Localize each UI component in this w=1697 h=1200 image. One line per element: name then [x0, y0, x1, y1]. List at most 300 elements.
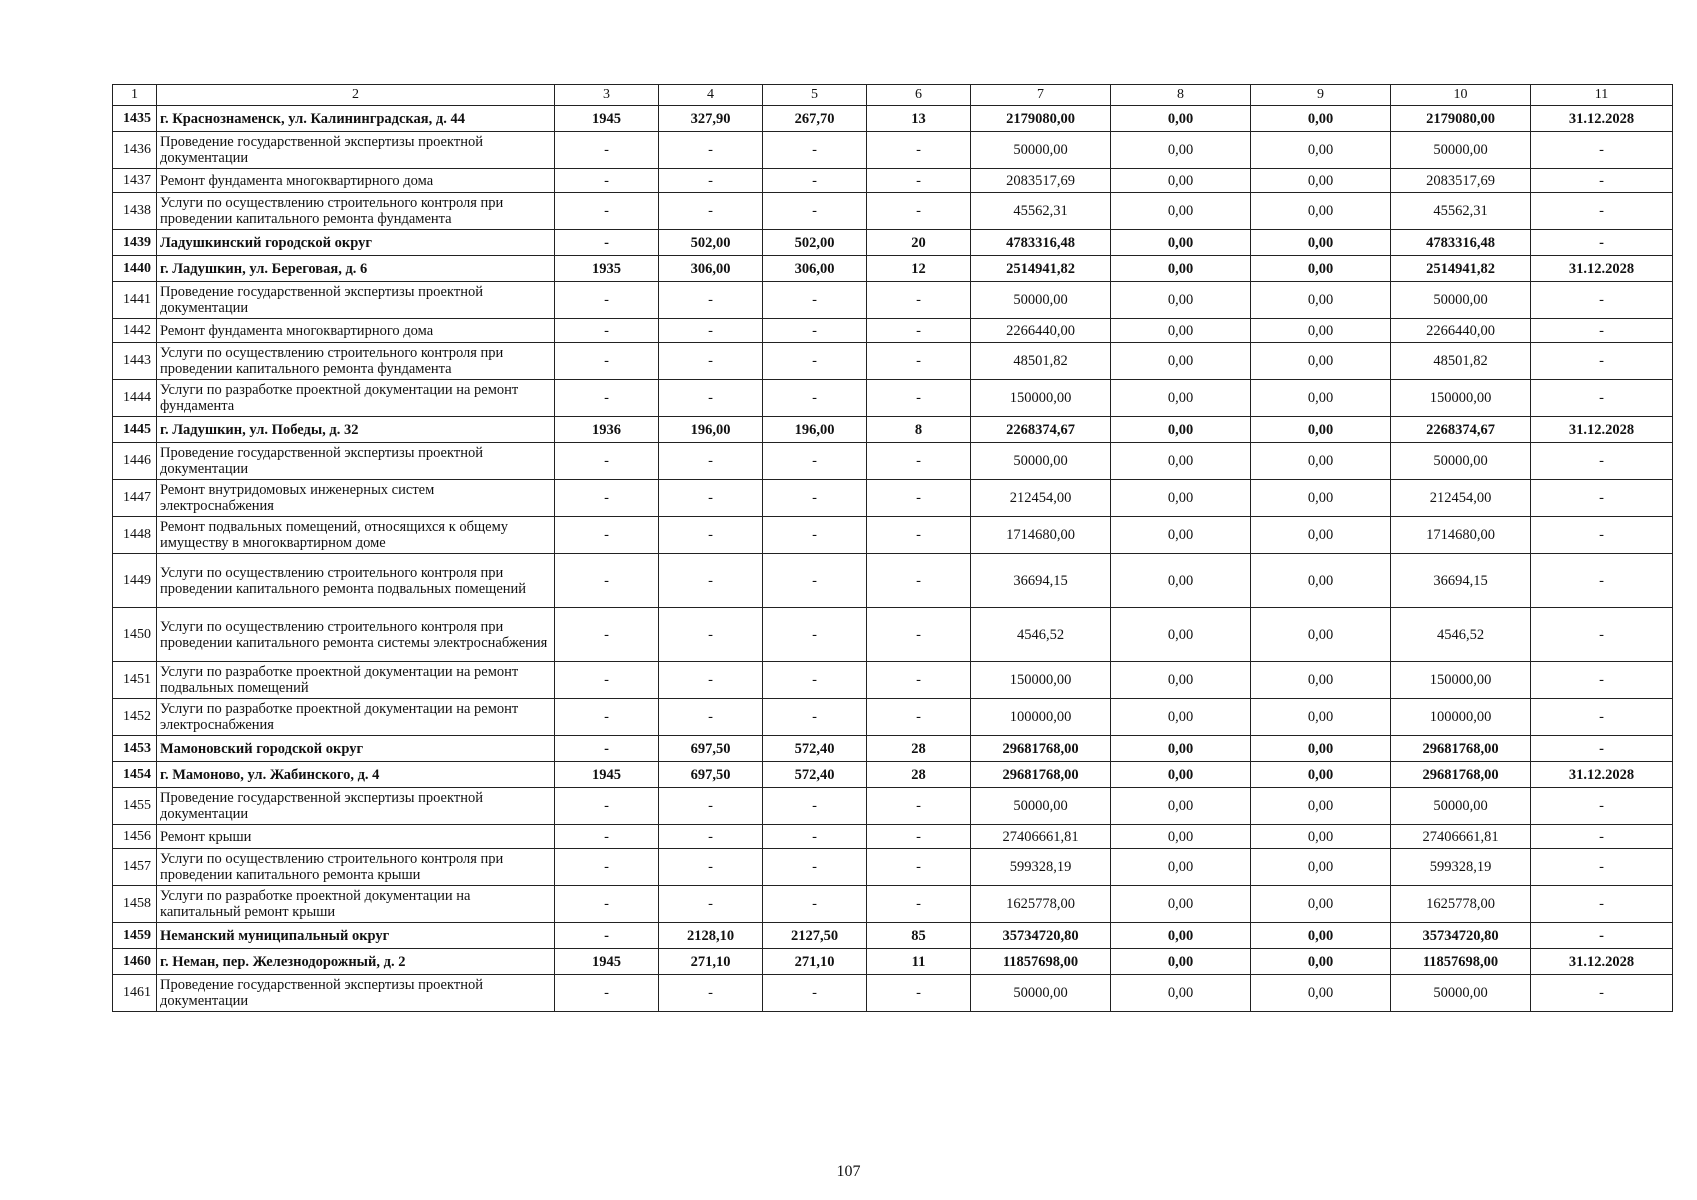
total-area-cell: - — [659, 132, 763, 169]
row-number-cell: 1440 — [113, 256, 157, 282]
living-area-cell: - — [763, 380, 867, 417]
residents-cell: - — [867, 886, 971, 923]
total-cost-cell: 48501,82 — [971, 343, 1111, 380]
year-cell: - — [555, 319, 659, 343]
total-cost-cell: 50000,00 — [971, 788, 1111, 825]
owner-funds-cell: 2083517,69 — [1391, 169, 1531, 193]
deadline-cell: - — [1531, 319, 1673, 343]
deadline-cell: 31.12.2028 — [1531, 949, 1673, 975]
owner-funds-cell: 1714680,00 — [1391, 517, 1531, 554]
regional-funds-cell: 0,00 — [1111, 417, 1251, 443]
year-cell: - — [555, 480, 659, 517]
total-cost-cell: 2179080,00 — [971, 106, 1111, 132]
row-number-cell: 1449 — [113, 554, 157, 608]
living-area-cell: 572,40 — [763, 762, 867, 788]
residents-cell: - — [867, 788, 971, 825]
total-area-cell: - — [659, 662, 763, 699]
residents-cell: - — [867, 282, 971, 319]
page-number: 107 — [836, 1163, 861, 1180]
row-number-cell: 1446 — [113, 443, 157, 480]
row-number-cell: 1442 — [113, 319, 157, 343]
residents-cell: - — [867, 319, 971, 343]
local-funds-cell: 0,00 — [1251, 480, 1391, 517]
total-cost-cell: 2514941,82 — [971, 256, 1111, 282]
total-area-cell: - — [659, 554, 763, 608]
deadline-cell: - — [1531, 480, 1673, 517]
row-number-cell: 1457 — [113, 849, 157, 886]
local-funds-cell: 0,00 — [1251, 230, 1391, 256]
living-area-cell: 502,00 — [763, 230, 867, 256]
local-funds-cell: 0,00 — [1251, 662, 1391, 699]
year-cell: - — [555, 169, 659, 193]
total-area-cell: 196,00 — [659, 417, 763, 443]
regional-funds-cell: 0,00 — [1111, 608, 1251, 662]
owner-funds-cell: 150000,00 — [1391, 662, 1531, 699]
deadline-cell: 31.12.2028 — [1531, 417, 1673, 443]
year-cell: - — [555, 343, 659, 380]
residents-cell: - — [867, 825, 971, 849]
regional-funds-cell: 0,00 — [1111, 319, 1251, 343]
total-area-cell: - — [659, 480, 763, 517]
local-funds-cell: 0,00 — [1251, 193, 1391, 230]
year-cell: - — [555, 923, 659, 949]
living-area-cell: - — [763, 608, 867, 662]
row-number-cell: 1448 — [113, 517, 157, 554]
regional-funds-cell: 0,00 — [1111, 662, 1251, 699]
row-number-cell: 1455 — [113, 788, 157, 825]
deadline-cell: - — [1531, 608, 1673, 662]
deadline-cell: - — [1531, 662, 1673, 699]
object-name-cell: Проведение государственной экспертизы проектной документации — [157, 443, 555, 480]
table-row — [113, 169, 1673, 193]
year-cell: - — [555, 699, 659, 736]
total-cost-cell: 150000,00 — [971, 380, 1111, 417]
residents-cell: - — [867, 554, 971, 608]
owner-funds-cell: 599328,19 — [1391, 849, 1531, 886]
total-cost-cell: 4783316,48 — [971, 230, 1111, 256]
total-cost-cell: 50000,00 — [971, 975, 1111, 1012]
table-row — [113, 256, 1673, 282]
row-number-cell: 1443 — [113, 343, 157, 380]
total-cost-cell: 100000,00 — [971, 699, 1111, 736]
local-funds-cell: 0,00 — [1251, 736, 1391, 762]
regional-funds-cell: 0,00 — [1111, 106, 1251, 132]
table-row — [113, 480, 1673, 517]
deadline-cell: - — [1531, 849, 1673, 886]
regional-funds-cell: 0,00 — [1111, 256, 1251, 282]
total-cost-cell: 50000,00 — [971, 132, 1111, 169]
column-header: 5 — [763, 85, 867, 106]
total-area-cell: - — [659, 975, 763, 1012]
residents-cell: - — [867, 608, 971, 662]
owner-funds-cell: 27406661,81 — [1391, 825, 1531, 849]
deadline-cell: - — [1531, 169, 1673, 193]
object-name-cell: Услуги по осуществлению строительного контроля при проведении капитального ремонта фундамента — [157, 343, 555, 380]
living-area-cell: 2127,50 — [763, 923, 867, 949]
year-cell: - — [555, 554, 659, 608]
object-name-cell: Ремонт фундамента многоквартирного дома — [157, 169, 555, 193]
year-cell: - — [555, 282, 659, 319]
row-number-cell: 1435 — [113, 106, 157, 132]
year-cell: - — [555, 230, 659, 256]
total-cost-cell: 27406661,81 — [971, 825, 1111, 849]
object-name-cell: Проведение государственной экспертизы проектной документации — [157, 132, 555, 169]
object-name-cell: г. Неман, пер. Железнодорожный, д. 2 — [157, 949, 555, 975]
row-number-cell: 1456 — [113, 825, 157, 849]
table-body — [113, 106, 1673, 1012]
owner-funds-cell: 50000,00 — [1391, 975, 1531, 1012]
deadline-cell: - — [1531, 282, 1673, 319]
total-cost-cell: 2268374,67 — [971, 417, 1111, 443]
object-name-cell: Ремонт внутридомовых инженерных систем электроснабжения — [157, 480, 555, 517]
regional-funds-cell: 0,00 — [1111, 132, 1251, 169]
living-area-cell: 267,70 — [763, 106, 867, 132]
local-funds-cell: 0,00 — [1251, 169, 1391, 193]
object-name-cell: Проведение государственной экспертизы проектной документации — [157, 282, 555, 319]
total-cost-cell: 50000,00 — [971, 282, 1111, 319]
total-area-cell: - — [659, 517, 763, 554]
total-cost-cell: 2083517,69 — [971, 169, 1111, 193]
column-header: 11 — [1531, 85, 1673, 106]
object-name-cell: Услуги по осуществлению строительного контроля при проведении капитального ремонта фундамента — [157, 193, 555, 230]
living-area-cell: - — [763, 849, 867, 886]
local-funds-cell: 0,00 — [1251, 886, 1391, 923]
owner-funds-cell: 35734720,80 — [1391, 923, 1531, 949]
year-cell: - — [555, 975, 659, 1012]
local-funds-cell: 0,00 — [1251, 699, 1391, 736]
living-area-cell: - — [763, 886, 867, 923]
local-funds-cell: 0,00 — [1251, 132, 1391, 169]
living-area-cell: - — [763, 662, 867, 699]
object-name-cell: Мамоновский городской округ — [157, 736, 555, 762]
total-area-cell: - — [659, 443, 763, 480]
total-area-cell: - — [659, 886, 763, 923]
column-header: 1 — [113, 85, 157, 106]
residents-cell: - — [867, 380, 971, 417]
object-name-cell: Проведение государственной экспертизы проектной документации — [157, 975, 555, 1012]
owner-funds-cell: 45562,31 — [1391, 193, 1531, 230]
row-number-cell: 1460 — [113, 949, 157, 975]
living-area-cell: - — [763, 554, 867, 608]
year-cell: - — [555, 825, 659, 849]
row-number-cell: 1436 — [113, 132, 157, 169]
local-funds-cell: 0,00 — [1251, 343, 1391, 380]
owner-funds-cell: 50000,00 — [1391, 788, 1531, 825]
owner-funds-cell: 2268374,67 — [1391, 417, 1531, 443]
table-row — [113, 193, 1673, 230]
deadline-cell: - — [1531, 788, 1673, 825]
year-cell: 1945 — [555, 949, 659, 975]
deadline-cell: - — [1531, 554, 1673, 608]
regional-funds-cell: 0,00 — [1111, 230, 1251, 256]
residents-cell: 28 — [867, 762, 971, 788]
column-header: 6 — [867, 85, 971, 106]
residents-cell: 20 — [867, 230, 971, 256]
local-funds-cell: 0,00 — [1251, 949, 1391, 975]
object-name-cell: Услуги по осуществлению строительного контроля при проведении капитального ремонта системы электроснабжения — [157, 608, 555, 662]
total-area-cell: - — [659, 343, 763, 380]
regional-funds-cell: 0,00 — [1111, 923, 1251, 949]
table-row — [113, 849, 1673, 886]
living-area-cell: - — [763, 343, 867, 380]
row-number-cell: 1453 — [113, 736, 157, 762]
owner-funds-cell: 2179080,00 — [1391, 106, 1531, 132]
regional-funds-cell: 0,00 — [1111, 193, 1251, 230]
residents-cell: - — [867, 169, 971, 193]
regional-funds-cell: 0,00 — [1111, 169, 1251, 193]
owner-funds-cell: 1625778,00 — [1391, 886, 1531, 923]
object-name-cell: Неманский муниципальный округ — [157, 923, 555, 949]
local-funds-cell: 0,00 — [1251, 282, 1391, 319]
object-name-cell: Проведение государственной экспертизы проектной документации — [157, 788, 555, 825]
regional-funds-cell: 0,00 — [1111, 736, 1251, 762]
living-area-cell: - — [763, 282, 867, 319]
residents-cell: - — [867, 517, 971, 554]
table-row — [113, 762, 1673, 788]
year-cell: 1936 — [555, 417, 659, 443]
document-sheet — [112, 84, 1672, 1012]
deadline-cell: - — [1531, 825, 1673, 849]
table-row — [113, 132, 1673, 169]
owner-funds-cell: 48501,82 — [1391, 343, 1531, 380]
total-cost-cell: 45562,31 — [971, 193, 1111, 230]
row-number-cell: 1438 — [113, 193, 157, 230]
total-area-cell: - — [659, 319, 763, 343]
total-area-cell: 2128,10 — [659, 923, 763, 949]
deadline-cell: - — [1531, 886, 1673, 923]
total-cost-cell: 29681768,00 — [971, 762, 1111, 788]
object-name-cell: Услуги по осуществлению строительного контроля при проведении капитального ремонта подвальных помещений — [157, 554, 555, 608]
living-area-cell: - — [763, 517, 867, 554]
total-area-cell: - — [659, 825, 763, 849]
object-name-cell: Ремонт фундамента многоквартирного дома — [157, 319, 555, 343]
row-number-cell: 1444 — [113, 380, 157, 417]
residents-cell: 8 — [867, 417, 971, 443]
local-funds-cell: 0,00 — [1251, 762, 1391, 788]
total-cost-cell: 35734720,80 — [971, 923, 1111, 949]
table-row — [113, 319, 1673, 343]
regional-funds-cell: 0,00 — [1111, 480, 1251, 517]
total-cost-cell: 1714680,00 — [971, 517, 1111, 554]
table-row — [113, 886, 1673, 923]
living-area-cell: - — [763, 169, 867, 193]
total-area-cell: 306,00 — [659, 256, 763, 282]
table-header-row — [113, 85, 1673, 106]
object-name-cell: г. Ладушкин, ул. Победы, д. 32 — [157, 417, 555, 443]
table-row — [113, 417, 1673, 443]
column-header: 8 — [1111, 85, 1251, 106]
local-funds-cell: 0,00 — [1251, 608, 1391, 662]
total-cost-cell: 150000,00 — [971, 662, 1111, 699]
living-area-cell: - — [763, 699, 867, 736]
column-header: 7 — [971, 85, 1111, 106]
local-funds-cell: 0,00 — [1251, 517, 1391, 554]
local-funds-cell: 0,00 — [1251, 106, 1391, 132]
total-cost-cell: 599328,19 — [971, 849, 1111, 886]
year-cell: - — [555, 788, 659, 825]
total-area-cell: - — [659, 282, 763, 319]
table-row — [113, 975, 1673, 1012]
residents-cell: 13 — [867, 106, 971, 132]
object-name-cell: Услуги по разработке проектной документации на капитальный ремонт крыши — [157, 886, 555, 923]
local-funds-cell: 0,00 — [1251, 417, 1391, 443]
object-name-cell: Услуги по разработке проектной документации на ремонт фундамента — [157, 380, 555, 417]
year-cell: - — [555, 193, 659, 230]
deadline-cell: - — [1531, 699, 1673, 736]
object-name-cell: Ладушкинский городской округ — [157, 230, 555, 256]
owner-funds-cell: 50000,00 — [1391, 443, 1531, 480]
regional-funds-cell: 0,00 — [1111, 554, 1251, 608]
living-area-cell: 572,40 — [763, 736, 867, 762]
year-cell: - — [555, 608, 659, 662]
table-row — [113, 380, 1673, 417]
total-area-cell: - — [659, 380, 763, 417]
deadline-cell: 31.12.2028 — [1531, 762, 1673, 788]
owner-funds-cell: 4783316,48 — [1391, 230, 1531, 256]
total-area-cell: - — [659, 608, 763, 662]
year-cell: 1945 — [555, 106, 659, 132]
total-area-cell: 327,90 — [659, 106, 763, 132]
year-cell: - — [555, 662, 659, 699]
deadline-cell: 31.12.2028 — [1531, 256, 1673, 282]
regional-funds-cell: 0,00 — [1111, 849, 1251, 886]
living-area-cell: 196,00 — [763, 417, 867, 443]
table-row — [113, 343, 1673, 380]
column-header: 3 — [555, 85, 659, 106]
total-cost-cell: 11857698,00 — [971, 949, 1111, 975]
deadline-cell: - — [1531, 736, 1673, 762]
residents-cell: 85 — [867, 923, 971, 949]
object-name-cell: Ремонт крыши — [157, 825, 555, 849]
table-row — [113, 230, 1673, 256]
living-area-cell: - — [763, 480, 867, 517]
owner-funds-cell: 212454,00 — [1391, 480, 1531, 517]
regional-funds-cell: 0,00 — [1111, 343, 1251, 380]
local-funds-cell: 0,00 — [1251, 256, 1391, 282]
row-number-cell: 1454 — [113, 762, 157, 788]
owner-funds-cell: 50000,00 — [1391, 282, 1531, 319]
table-row — [113, 554, 1673, 608]
table-row — [113, 106, 1673, 132]
local-funds-cell: 0,00 — [1251, 788, 1391, 825]
regional-funds-cell: 0,00 — [1111, 380, 1251, 417]
capital-repair-table — [112, 84, 1673, 1012]
object-name-cell: г. Мамоново, ул. Жабинского, д. 4 — [157, 762, 555, 788]
regional-funds-cell: 0,00 — [1111, 949, 1251, 975]
object-name-cell: Услуги по осуществлению строительного контроля при проведении капитального ремонта крыши — [157, 849, 555, 886]
table-row — [113, 662, 1673, 699]
total-cost-cell: 1625778,00 — [971, 886, 1111, 923]
total-cost-cell: 212454,00 — [971, 480, 1111, 517]
owner-funds-cell: 50000,00 — [1391, 132, 1531, 169]
year-cell: - — [555, 517, 659, 554]
total-area-cell: 502,00 — [659, 230, 763, 256]
row-number-cell: 1461 — [113, 975, 157, 1012]
total-cost-cell: 29681768,00 — [971, 736, 1111, 762]
owner-funds-cell: 2266440,00 — [1391, 319, 1531, 343]
residents-cell: - — [867, 132, 971, 169]
owner-funds-cell: 150000,00 — [1391, 380, 1531, 417]
deadline-cell: - — [1531, 132, 1673, 169]
object-name-cell: г. Ладушкин, ул. Береговая, д. 6 — [157, 256, 555, 282]
local-funds-cell: 0,00 — [1251, 975, 1391, 1012]
total-area-cell: - — [659, 788, 763, 825]
total-cost-cell: 4546,52 — [971, 608, 1111, 662]
column-header: 10 — [1391, 85, 1531, 106]
table-row — [113, 788, 1673, 825]
total-area-cell: - — [659, 699, 763, 736]
local-funds-cell: 0,00 — [1251, 443, 1391, 480]
residents-cell: 12 — [867, 256, 971, 282]
regional-funds-cell: 0,00 — [1111, 825, 1251, 849]
deadline-cell: 31.12.2028 — [1531, 106, 1673, 132]
owner-funds-cell: 29681768,00 — [1391, 762, 1531, 788]
total-cost-cell: 50000,00 — [971, 443, 1111, 480]
row-number-cell: 1450 — [113, 608, 157, 662]
owner-funds-cell: 36694,15 — [1391, 554, 1531, 608]
object-name-cell: Услуги по разработке проектной документации на ремонт подвальных помещений — [157, 662, 555, 699]
row-number-cell: 1447 — [113, 480, 157, 517]
year-cell: - — [555, 443, 659, 480]
residents-cell: - — [867, 343, 971, 380]
table-row — [113, 608, 1673, 662]
total-area-cell: 697,50 — [659, 736, 763, 762]
column-header: 9 — [1251, 85, 1391, 106]
residents-cell: - — [867, 480, 971, 517]
local-funds-cell: 0,00 — [1251, 319, 1391, 343]
deadline-cell: - — [1531, 923, 1673, 949]
owner-funds-cell: 100000,00 — [1391, 699, 1531, 736]
row-number-cell: 1459 — [113, 923, 157, 949]
table-row — [113, 517, 1673, 554]
total-area-cell: - — [659, 169, 763, 193]
year-cell: - — [555, 886, 659, 923]
object-name-cell: г. Краснознаменск, ул. Калининградская, д. 44 — [157, 106, 555, 132]
regional-funds-cell: 0,00 — [1111, 762, 1251, 788]
living-area-cell: - — [763, 825, 867, 849]
total-area-cell: - — [659, 849, 763, 886]
row-number-cell: 1451 — [113, 662, 157, 699]
column-header: 2 — [157, 85, 555, 106]
deadline-cell: - — [1531, 517, 1673, 554]
residents-cell: - — [867, 699, 971, 736]
row-number-cell: 1439 — [113, 230, 157, 256]
residents-cell: - — [867, 443, 971, 480]
regional-funds-cell: 0,00 — [1111, 699, 1251, 736]
deadline-cell: - — [1531, 443, 1673, 480]
table-row — [113, 923, 1673, 949]
local-funds-cell: 0,00 — [1251, 380, 1391, 417]
living-area-cell: - — [763, 975, 867, 1012]
residents-cell: - — [867, 975, 971, 1012]
year-cell: 1945 — [555, 762, 659, 788]
local-funds-cell: 0,00 — [1251, 825, 1391, 849]
deadline-cell: - — [1531, 975, 1673, 1012]
regional-funds-cell: 0,00 — [1111, 975, 1251, 1012]
row-number-cell: 1437 — [113, 169, 157, 193]
local-funds-cell: 0,00 — [1251, 923, 1391, 949]
regional-funds-cell: 0,00 — [1111, 886, 1251, 923]
deadline-cell: - — [1531, 193, 1673, 230]
table-row — [113, 282, 1673, 319]
row-number-cell: 1441 — [113, 282, 157, 319]
regional-funds-cell: 0,00 — [1111, 517, 1251, 554]
regional-funds-cell: 0,00 — [1111, 788, 1251, 825]
residents-cell: - — [867, 662, 971, 699]
living-area-cell: 306,00 — [763, 256, 867, 282]
table-row — [113, 949, 1673, 975]
living-area-cell: - — [763, 443, 867, 480]
